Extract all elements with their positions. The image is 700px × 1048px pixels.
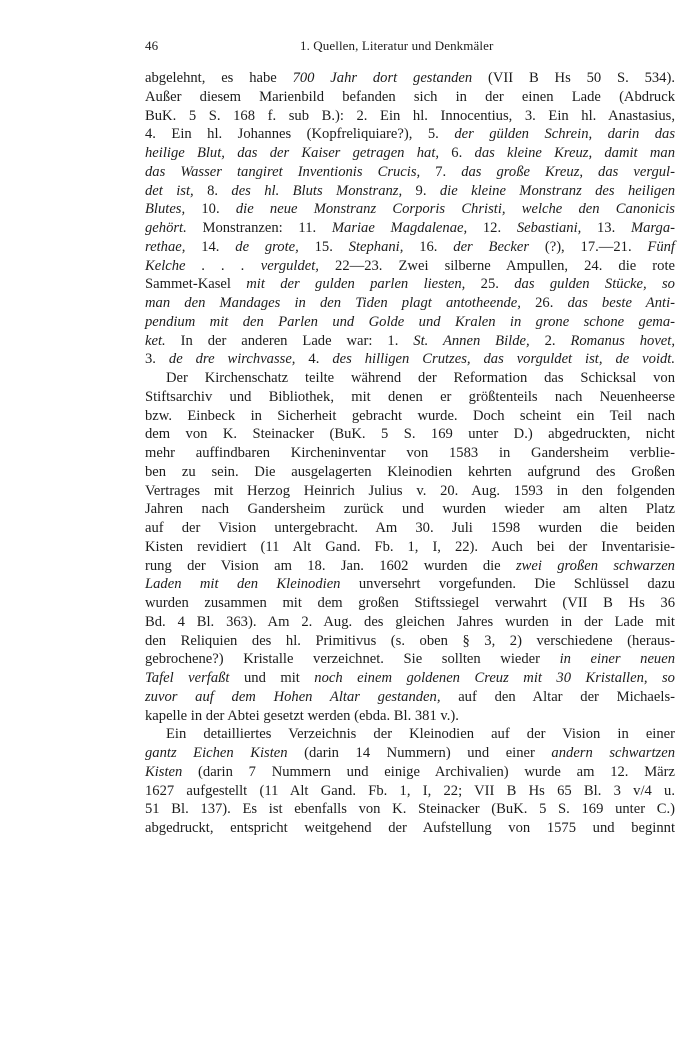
- text-line: [145, 69, 675, 88]
- text-segment: rung der Vision am 18. Jan. 1602 wurden die: [145, 557, 516, 574]
- italic-text-segment: Laden mit den Kleinodien: [145, 576, 341, 593]
- text-line: [145, 594, 675, 613]
- text-line: [145, 163, 675, 182]
- text-line: [145, 313, 675, 332]
- text-line: [145, 463, 675, 482]
- text-segment: Außer diesem Marienbild befanden sich in der einen Lade (Abdruck: [145, 88, 675, 105]
- italic-text-segment: das kleine Kreuz, damit man: [474, 145, 675, 161]
- italic-text-segment: der gülden Schrein, darin das: [454, 126, 676, 143]
- italic-text-segment: des hilligen Crutzes, das vorguldet ist, de voidt.: [332, 351, 676, 368]
- text-line: [145, 669, 675, 688]
- italic-text-segment: die kleine Monstranz des heiligen: [439, 182, 675, 199]
- text-line: [145, 707, 675, 726]
- paragraph-first-line: [145, 725, 675, 744]
- text-segment: 3.: [145, 351, 169, 368]
- text-line: [145, 575, 675, 594]
- text-segment: bzw. Einbeck in Sicherheit gebracht wurde. Doch scheint ein Teil nach: [145, 407, 675, 424]
- text-line: [145, 519, 675, 538]
- text-segment: 15.: [298, 238, 349, 255]
- italic-text-segment: die neue Monstranz Corporis Christi, welche den Canonicis: [235, 201, 675, 218]
- text-segment: 25.: [465, 276, 515, 293]
- text-line: [145, 782, 675, 801]
- text-line: [145, 107, 675, 126]
- italic-text-segment: das gulden Stücke, so: [514, 276, 675, 293]
- text-line: [145, 332, 675, 351]
- text-segment: 1627 aufgestellt (11 Alt Gand. Fb. 1, I, 22; VII B Hs 65 Bl. 3 v/4 u.: [145, 782, 675, 799]
- text-line: [145, 294, 675, 313]
- running-title: 1. Quellen, Literatur und Denkmäler: [300, 38, 494, 53]
- italic-text-segment: das beste Anti-: [567, 295, 675, 311]
- italic-text-segment: gantz Eichen Kisten: [145, 745, 288, 761]
- italic-text-segment: zuvor auf dem Hohen Altar gestanden,: [145, 688, 441, 705]
- text-segment: Monstranzen: 11.: [186, 220, 332, 236]
- text-line: [145, 388, 675, 407]
- text-segment: 22—23. Zwei silberne Ampullen, 24. die rote: [318, 257, 675, 274]
- italic-text-segment: das große Kreuz, das vergul-: [461, 163, 675, 180]
- text-segment: 13.: [581, 220, 631, 236]
- text-line: [145, 219, 675, 238]
- text-segment: (?), 17.—21.: [529, 238, 648, 255]
- text-line: [145, 500, 675, 519]
- text-line: [145, 650, 675, 669]
- text-segment: 8.: [193, 182, 232, 199]
- italic-text-segment: der Becker: [453, 238, 530, 255]
- book-page: [145, 38, 675, 838]
- text-segment: wurden zusammen mit dem großen Stiftssiegel verwahrt (VII B Hs 36: [145, 595, 675, 611]
- text-line: [145, 744, 675, 763]
- text-line: [145, 275, 675, 294]
- text-line: [145, 88, 675, 107]
- text-segment: 16.: [403, 238, 454, 255]
- text-segment: Ein detailliertes Verzeichnis der Kleinodien auf der Vision in einer: [166, 726, 675, 743]
- text-segment: gebrochene?) Kristalle verzeichnet. Sie sollten wieder: [145, 651, 560, 668]
- text-segment: Sammet-Kasel: [145, 276, 247, 293]
- text-line: [145, 688, 675, 707]
- italic-text-segment: gehört.: [145, 220, 187, 236]
- italic-text-segment: man den Mandages in den Tiden plagt antotheende,: [145, 295, 521, 311]
- text-line: [145, 125, 675, 144]
- text-segment: 9.: [402, 182, 440, 199]
- text-segment: 26.: [520, 295, 568, 311]
- text-line: [145, 257, 675, 276]
- text-line: [145, 613, 675, 632]
- text-segment: auf der Vision untergebracht. Am 30. Juli 1598 wurden die beiden: [145, 520, 675, 536]
- italic-text-segment: mit der gulden parlen liesten,: [246, 276, 466, 293]
- text-segment: 51 Bl. 137). Es ist ebenfalls von K. Steinacker (BuK. 5 S. 169 unter C.): [145, 801, 675, 818]
- text-segment: kapelle in der Abtei gesetzt werden (ebda. Bl. 381 v.).: [145, 707, 459, 724]
- italic-text-segment: Fünf: [647, 238, 675, 255]
- body-text: [145, 69, 675, 838]
- text-segment: 10.: [185, 201, 236, 218]
- italic-text-segment: 700 Jahr dort gestanden: [292, 70, 473, 86]
- text-segment: unversehrt vorgefunden. Die Schlüssel dazu: [340, 576, 675, 593]
- text-segment: den Reliquien des hl. Primitivus (s. oben § 3, 2) verschiedene (heraus-: [145, 632, 675, 649]
- italic-text-segment: Blutes,: [145, 201, 186, 218]
- text-segment: 6.: [439, 145, 475, 161]
- paragraph-first-line: [145, 369, 675, 388]
- text-segment: 7.: [420, 163, 462, 180]
- text-segment: Vertrages mit Herzog Heinrich Julius v. 20. Aug. 1593 in den folgenden: [145, 482, 675, 499]
- italic-text-segment: Tafel verfaßt: [145, 670, 230, 686]
- text-segment: (VII B Hs 50 S. 534).: [472, 70, 675, 86]
- text-segment: (darin 7 Nummern und einige Archivalien) wurde am 12. März: [182, 763, 675, 780]
- italic-text-segment: des hl. Bluts Monstranz,: [231, 182, 403, 199]
- italic-text-segment: det ist,: [145, 182, 194, 199]
- italic-text-segment: Stephani,: [348, 238, 404, 255]
- italic-text-segment: Marga-: [630, 220, 675, 236]
- text-line: [145, 144, 675, 163]
- text-line: [145, 763, 675, 782]
- italic-text-segment: Romanus hovet,: [570, 332, 675, 349]
- text-segment: und mit: [229, 670, 315, 686]
- text-segment: dem von K. Steinacker (BuK. 5 S. 169 unter D.) abgedruckten, nicht: [145, 426, 675, 443]
- text-line: [145, 482, 675, 501]
- italic-text-segment: noch einem goldenen Creuz mit 30 Kristallen, so: [314, 670, 675, 686]
- text-line: [145, 407, 675, 426]
- running-header: [145, 38, 675, 62]
- text-line: [145, 350, 675, 369]
- italic-text-segment: rethae,: [145, 238, 186, 255]
- italic-text-segment: das Wasser tangiret Inventionis Crucis,: [145, 163, 421, 180]
- text-segment: mehr auffindbaren Kircheninventar von 1583 in Gandersheim verblie-: [145, 445, 675, 461]
- italic-text-segment: de grote,: [235, 238, 299, 255]
- text-line: [145, 425, 675, 444]
- text-segment: Der Kirchenschatz teilte während der Reformation das Schicksal von: [166, 370, 675, 386]
- text-segment: 14.: [185, 238, 236, 255]
- text-segment: auf den Altar der Michaels-: [440, 688, 675, 705]
- italic-text-segment: andern schwartzen: [551, 745, 675, 761]
- text-line: [145, 444, 675, 463]
- italic-text-segment: zwei großen schwarzen: [515, 557, 675, 574]
- text-segment: abgedruckt, entspricht weitgehend der Aufstellung von 1575 und beginnt: [145, 820, 675, 836]
- text-segment: Stiftsarchiv und Bibliothek, mit denen er größtenteils nach Neuenheerse: [145, 388, 675, 405]
- italic-text-segment: de dre wirchvasse,: [168, 351, 296, 368]
- text-segment: Jahren nach Gandersheim zurück und wurden wieder am alten Platz: [145, 501, 675, 518]
- text-segment: 4.: [295, 351, 333, 368]
- text-segment: Bd. 4 Bl. 363). Am 2. Aug. des gleichen Jahres wurden in der Lade mit: [145, 613, 675, 630]
- text-line: [145, 800, 675, 819]
- text-segment: 12.: [467, 220, 517, 236]
- text-segment: Kisten revidiert (11 Alt Gand. Fb. 1, I, 22). Auch bei der Inventarisie-: [145, 538, 675, 555]
- text-line: [145, 238, 675, 257]
- text-segment: ben zu sein. Die ausgelagerten Kleinodien kehrten aufgrund des Großen: [145, 463, 675, 480]
- italic-text-segment: Mariae Magdalenae,: [331, 220, 468, 236]
- italic-text-segment: St. Annen Bilde,: [413, 332, 530, 349]
- text-segment: 4. Ein hl. Johannes (Kopfreliquiare?), 5.: [145, 126, 455, 143]
- text-line: [145, 538, 675, 557]
- italic-text-segment: in einer neuen: [559, 651, 675, 668]
- italic-text-segment: Kisten: [145, 763, 183, 780]
- text-line: [145, 182, 675, 201]
- text-line: [145, 557, 675, 576]
- text-segment: (darin 14 Nummern) und einer: [287, 745, 552, 761]
- italic-text-segment: Kelche . . . verguldet,: [145, 257, 319, 274]
- italic-text-segment: pendium mit den Parlen und Golde und Kralen in grone schone gema-: [145, 313, 675, 330]
- text-segment: abgelehnt, es habe: [145, 70, 293, 86]
- italic-text-segment: Sebastiani,: [516, 220, 582, 236]
- page-number: 46: [145, 38, 159, 53]
- text-segment: In der anderen Lade war: 1.: [165, 332, 414, 349]
- text-segment: BuK. 5 S. 168 f. sub B.): 2. Ein hl. Innocentius, 3. Ein hl. Anastasius,: [145, 107, 675, 124]
- italic-text-segment: heilige Blut, das der Kaiser getragen hat,: [145, 145, 440, 161]
- text-line: [145, 819, 675, 838]
- text-line: [145, 632, 675, 651]
- text-segment: 2.: [529, 332, 571, 349]
- italic-text-segment: ket.: [145, 332, 166, 349]
- text-line: [145, 200, 675, 219]
